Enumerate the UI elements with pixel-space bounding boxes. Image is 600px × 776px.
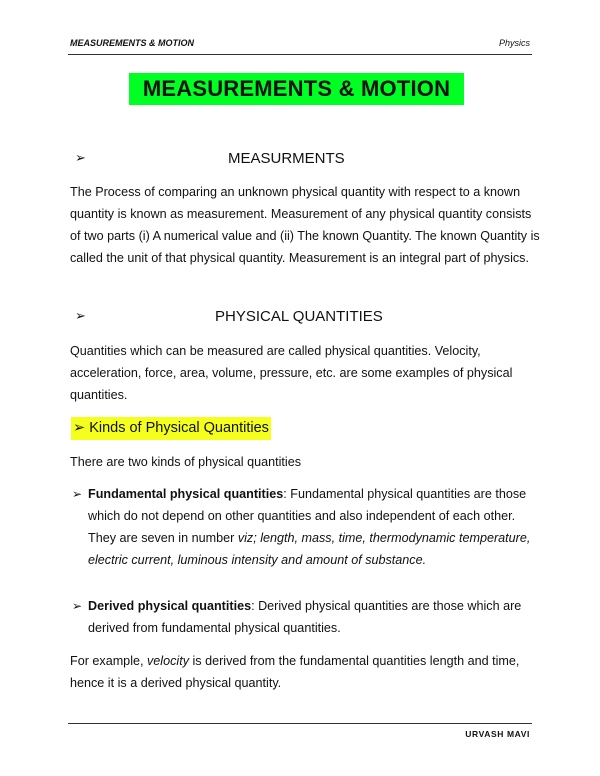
kinds-subheading-text: Kinds of Physical Quantities [89, 420, 269, 436]
fundamental-bullet-body [88, 483, 540, 571]
footer-divider [68, 723, 532, 724]
derived-bullet-body [88, 595, 540, 639]
footer-author: URVASH MAVI [465, 729, 530, 739]
arrow-bullet-icon: ➢ [72, 599, 83, 613]
arrow-bullet-icon: ➢ [73, 420, 86, 436]
running-header-subject: Physics [498, 38, 530, 48]
example-pre: For example, [70, 654, 147, 668]
physical-quantities-paragraph: Quantities which can be measured are called physical quantities. Velocity, acceleration, force, area, volume, pressure, etc. are some examples of physical quantities. [70, 344, 513, 402]
arrow-bullet-icon: ➢ [75, 308, 86, 323]
fundamental-text: : Fundamental physical quantities are those which do not depend on other quantities and also independent of each other. They are seven in number [88, 487, 527, 545]
section-heading-text: PHYSICAL QUANTITIES [215, 308, 383, 325]
derived-term: Derived physical quantities [88, 599, 252, 613]
derived-bullet [70, 595, 540, 639]
header-divider [68, 54, 532, 55]
example-italic: velocity [147, 654, 189, 668]
fundamental-term: Fundamental physical quantities [88, 487, 284, 501]
kinds-intro: There are two kinds of physical quantities [70, 455, 302, 469]
document-title: MEASUREMENTS & MOTION [129, 73, 464, 105]
arrow-bullet-icon: ➢ [72, 487, 83, 501]
running-header-title: MEASUREMENTS & MOTION [70, 38, 195, 48]
fundamental-list: viz; length, mass, time, thermodynamic temperature, electric current, luminous intensity and amount of substance. [88, 531, 531, 567]
arrow-bullet-icon: ➢ [75, 150, 86, 165]
fundamental-bullet [70, 483, 540, 571]
derived-text: : Derived physical quantities are those which are derived from fundamental physical quantities. [88, 599, 522, 635]
example-paragraph [70, 650, 540, 694]
section-heading-text: MEASURMENTS [228, 150, 345, 167]
example-post: is derived from the fundamental quantities length and time, hence it is a derived physical quantity. [70, 654, 520, 690]
measurement-paragraph: The Process of comparing an unknown physical quantity with respect to a known quantity is known as measurement. Measurement of any physical quantity consists of two parts (i) A numerical value and (ii) The known Quantity. The known Quantity is called the unit of that physical quantity. Measurement is an integral part of physics. [70, 185, 540, 265]
kinds-subheading [71, 417, 271, 440]
